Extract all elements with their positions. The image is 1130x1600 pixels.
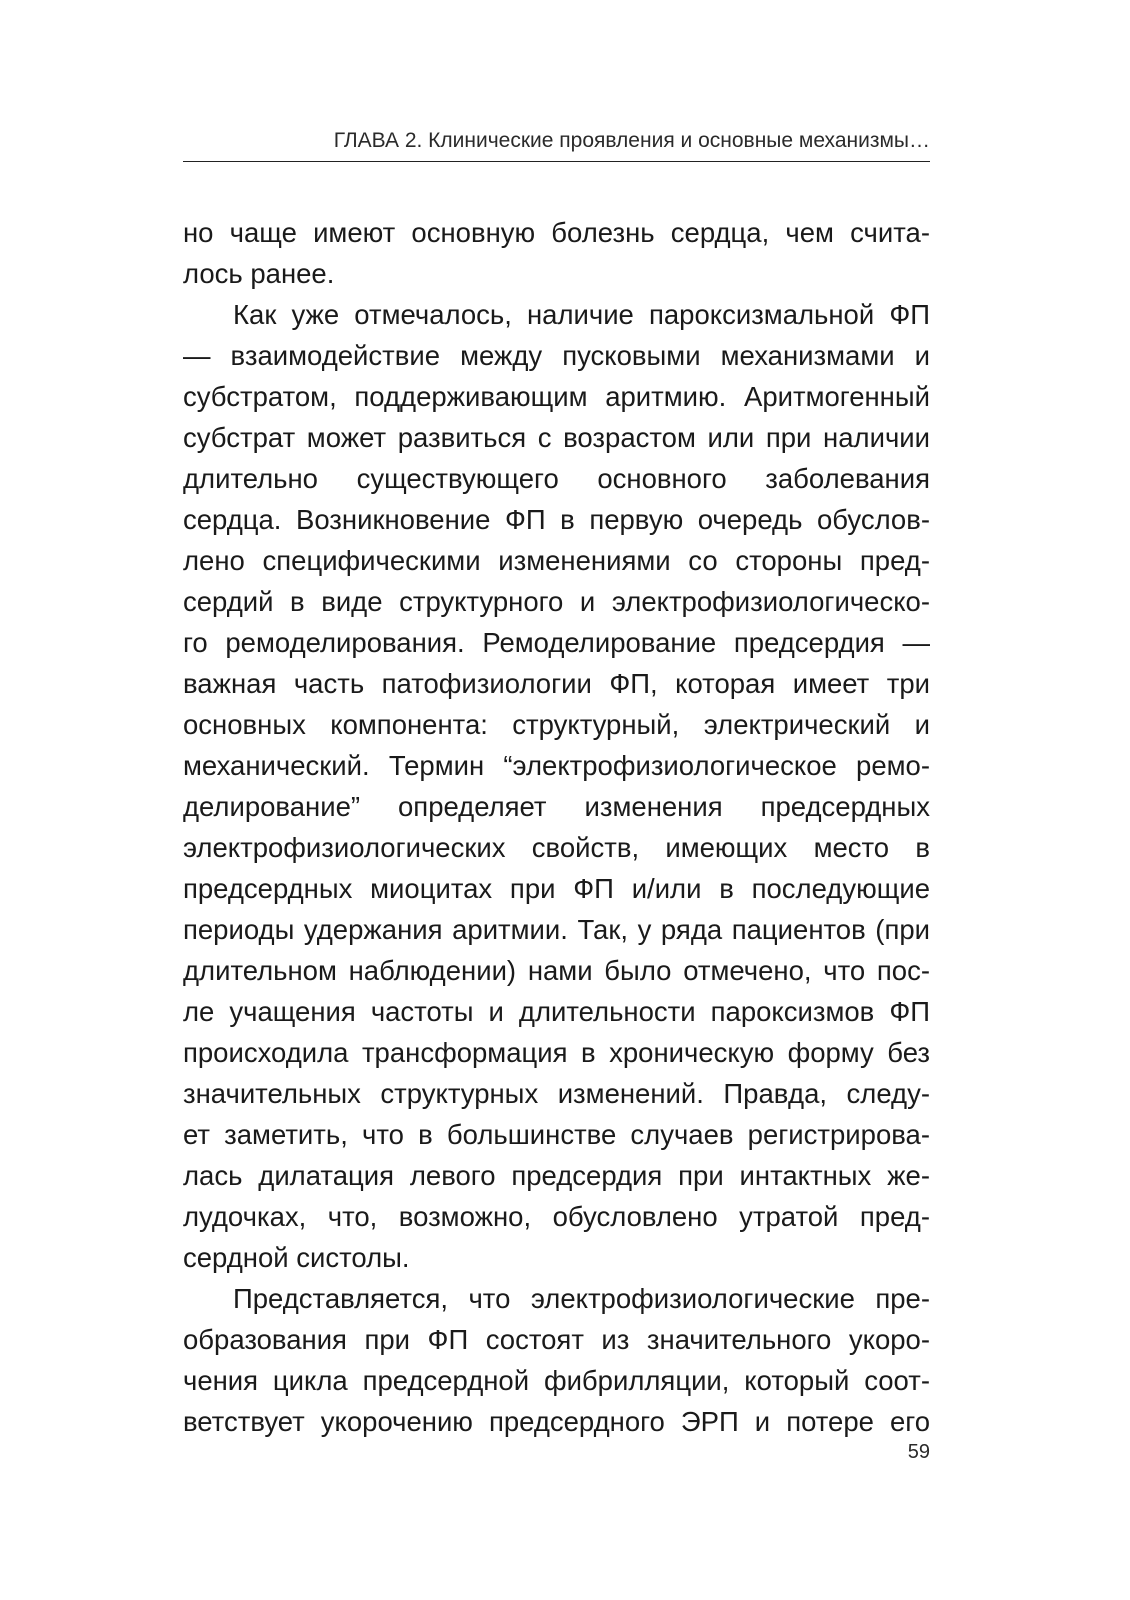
text-line: Представляется, что электрофизиологические пре- — [233, 1283, 930, 1314]
text-line: ет заметить, что в большинстве случаев регистрирова- — [183, 1119, 930, 1150]
text-line: делирование” определяет изменения предсердных — [183, 791, 930, 822]
text-line: образования при ФП состоят из значительного укоро- — [183, 1324, 930, 1355]
running-header: ГЛАВА 2. Клинические проявления и основные механизмы… — [333, 129, 930, 152]
text-line: ветствует укорочению предсердного ЭРП и потере его — [183, 1406, 930, 1437]
body-text — [183, 212, 930, 1442]
text-line: го ремоделирования. Ремоделирование предсердия — — [183, 627, 930, 658]
page-number: 59 — [907, 1441, 930, 1463]
text-line: происходила трансформация в хроническую форму без — [183, 1037, 930, 1068]
paragraph — [183, 1278, 930, 1442]
text-line: но чаще имеют основную болезнь сердца, чем счита- — [183, 217, 930, 248]
paragraph — [183, 212, 930, 294]
text-line: периоды удержания аритмии. Так, у ряда пациентов (при — [183, 914, 930, 945]
text-line: длительно существующего основного заболевания — [183, 463, 930, 494]
text-line: сердной систолы. — [183, 1242, 410, 1273]
text-line: лено специфическими изменениями со стороны пред- — [183, 545, 930, 576]
text-line: электрофизиологических свойств, имеющих место в — [183, 832, 930, 863]
text-line: механический. Термин “электрофизиологическое ремо- — [183, 750, 930, 781]
text-line: длительном наблюдении) нами было отмечено, что пос- — [183, 955, 930, 986]
header-rule — [183, 161, 930, 162]
text-line: чения цикла предсердной фибрилляции, который соот- — [183, 1365, 930, 1396]
text-line: лась дилатация левого предсердия при интактных же- — [183, 1160, 930, 1191]
text-line: основных компонента: структурный, электрический и — [183, 709, 930, 740]
text-line: ле учащения частоты и длительности пароксизмов ФП — [183, 996, 930, 1027]
text-line: важная часть патофизиологии ФП, которая имеет три — [183, 668, 930, 699]
paragraph — [183, 294, 930, 1278]
text-line: лось ранее. — [183, 258, 335, 289]
text-line: — взаимодействие между пусковыми механизмами и — [183, 340, 930, 371]
text-line: значительных структурных изменений. Правда, следу- — [183, 1078, 930, 1109]
text-line: предсердных миоцитах при ФП и/или в последующие — [183, 873, 930, 904]
text-line: субстратом, поддерживающим аритмию. Аритмогенный — [183, 381, 930, 412]
text-line: субстрат может развиться с возрастом или при наличии — [183, 422, 930, 453]
text-line: сердца. Возникновение ФП в первую очередь обуслов- — [183, 504, 930, 535]
text-line: сердий в виде структурного и электрофизиологическо- — [183, 586, 930, 617]
text-line: Как уже отмечалось, наличие пароксизмальной ФП — [233, 299, 930, 330]
text-line: лудочках, что, возможно, обусловлено утратой пред- — [183, 1201, 930, 1232]
